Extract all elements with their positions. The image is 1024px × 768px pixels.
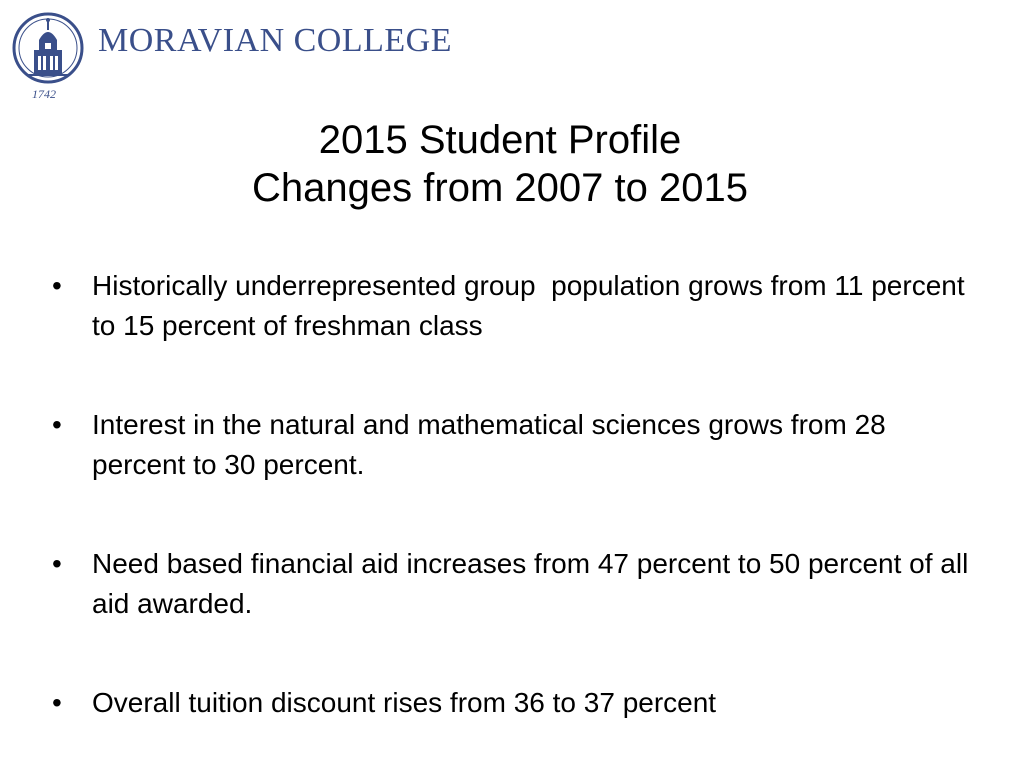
bullet-icon: • [52, 687, 62, 718]
bullet-text: Historically underrepresented group population grows from 11 percent to 15 percent of freshman class [92, 270, 973, 341]
bullet-item [52, 266, 972, 346]
bullet-item [52, 683, 972, 723]
founding-year: 1742 [32, 87, 56, 101]
title-line-2: Changes from 2007 to 2015 [252, 166, 748, 210]
bullet-text: Need based financial aid increases from 47 percent to 50 percent of all aid awarded. [92, 548, 977, 619]
college-seal-icon [12, 12, 84, 88]
bullet-item [52, 405, 972, 485]
bullet-list [52, 266, 977, 723]
bullet-item [52, 544, 977, 624]
title-line-1: 2015 Student Profile [318, 118, 682, 162]
bullet-icon: • [52, 548, 62, 579]
slide-title [0, 116, 1000, 212]
bullet-text: Interest in the natural and mathematical sciences grows from 28 percent to 30 percent. [92, 409, 894, 480]
college-wordmark: MORAVIAN COLLEGE [98, 22, 452, 59]
bullet-icon: • [52, 409, 62, 440]
college-logo [8, 10, 478, 106]
bullet-icon: • [52, 270, 62, 301]
bullet-text: Overall tuition discount rises from 36 to 37 percent [92, 687, 717, 718]
